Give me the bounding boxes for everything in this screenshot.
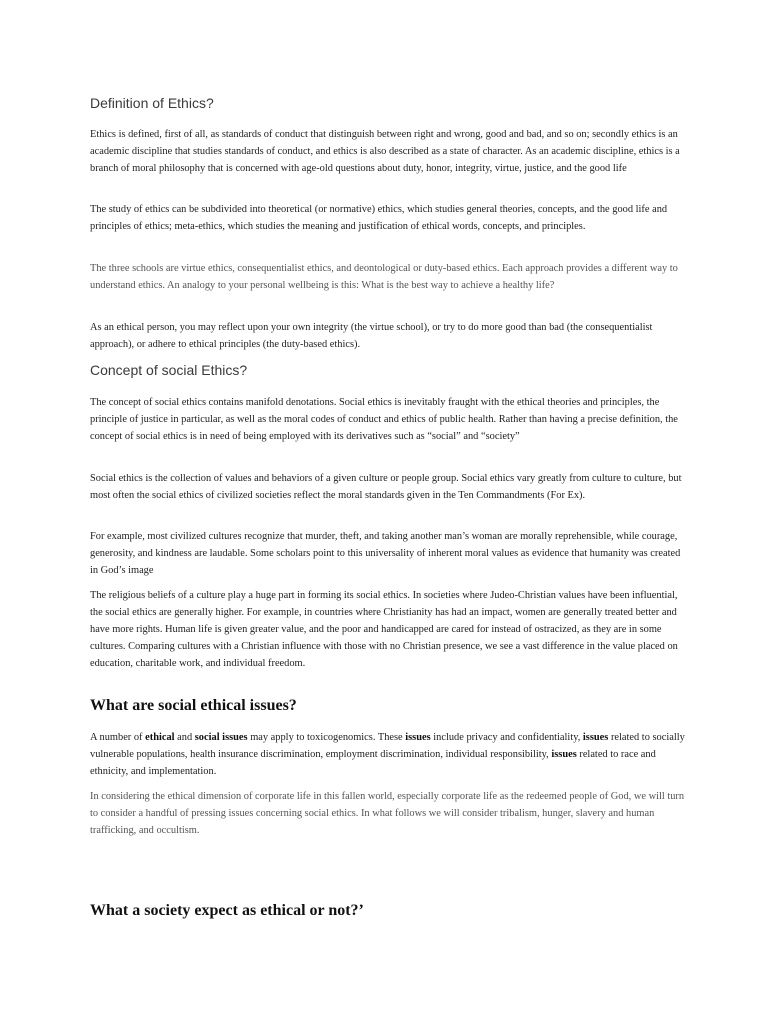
heading-definition-of-ethics: Definition of Ethics? bbox=[90, 95, 214, 111]
bold-term-social-issues: social issues bbox=[194, 732, 248, 743]
paragraph-ethics-definition: Ethics is defined, first of all, as standards of conduct that distinguish between right and wrong, good and bad, and so on; secondly ethics is an academic discipline that studies standards of conduct, and ethics is also described as a state of character. As an academic discipline, ethics is a branch of moral philosophy that is concerned with age-old questions about duty, honor, integrity, virtue, justice, and the good life bbox=[90, 129, 680, 174]
heading-society-expect: What a society expect as ethical or not?’ bbox=[90, 902, 364, 919]
paragraph-concept-social-ethics: The concept of social ethics contains manifold denotations. Social ethics is inevitably fraught with the ethical theories and principles, the principle of justice in particular, as well as the moral codes of conduct and ethics of public health. Rather than having a precise definition, the concept of social ethics is in need of being employed with its derivatives such as “social” and “society” bbox=[90, 397, 678, 442]
bold-term-issues: issues bbox=[582, 732, 609, 743]
text-run: A number of bbox=[90, 732, 146, 743]
paragraph-ethical-person: As an ethical person, you may reflect upon your own integrity (the virtue school), or try to do more good than bad (the consequentialist approach), or adhere to ethical principles (the duty-based ethics). bbox=[90, 322, 653, 350]
paragraph-social-ethics-collection: Social ethics is the collection of values and behaviors of a given culture or people group. Social ethics vary greatly from culture to culture, but most often the social ethics of civilized societies reflect the moral standards given in the Ten Commandments (For Ex). bbox=[90, 473, 682, 501]
paragraph-civilized-cultures: For example, most civilized cultures recognize that murder, theft, and taking another man’s woman are morally reprehensible, while courage, generosity, and kindness are laudable. Some scholars point to this universality of inherent moral values as evidence that humanity was created in God’s image bbox=[90, 531, 681, 576]
bold-term-ethical: ethical bbox=[145, 732, 175, 743]
heading-social-ethical-issues: What are social ethical issues? bbox=[90, 697, 297, 714]
heading-concept-of-social-ethics: Concept of social Ethics? bbox=[90, 362, 248, 378]
bold-term-issues: issues bbox=[551, 749, 577, 760]
paragraph-study-of-ethics: The study of ethics can be subdivided into theoretical (or normative) ethics, which studies general theories, concepts, and the good life and principles of ethics; meta-ethics, which studies the meaning and justification of ethical words, concepts, and principles. bbox=[90, 204, 668, 232]
text-run: may apply to toxicogenomics. These bbox=[247, 732, 406, 743]
paragraph-three-schools: The three schools are virtue ethics, consequentialist ethics, and deontological or duty-based ethics. Each approach provides a different way to understand ethics. An analogy to your personal wellbeing is this: What is the best way to achieve a healthy life? bbox=[90, 263, 678, 291]
bold-term-issues: issues bbox=[405, 732, 431, 743]
paragraph-toxicogenomics bbox=[90, 729, 686, 780]
text-run: include privacy and confidentiality, bbox=[430, 732, 583, 743]
paragraph-corporate-life: In considering the ethical dimension of corporate life in this fallen world, especially corporate life as the redeemed people of God, we will turn to consider a handful of pressing issues concerning social ethics. In what follows we will consider tribalism, hunger, slavery and human trafficking, and occultism. bbox=[90, 791, 685, 836]
paragraph-religious-beliefs: The religious beliefs of a culture play a huge part in forming its social ethics. In societies where Judeo-Christian values have been influential, the social ethics are generally higher. For example, in countries where Christianity has had an impact, women are generally treated better and have more rights. Human life is given greater value, and the poor and handicapped are cared for instead of ostracized, as they are in some cultures. Comparing cultures with a Christian influence with those with no Christian presence, we see a vast difference in the value placed on education, charitable work, and individual freedom. bbox=[90, 590, 678, 669]
text-run: related to race and ethnicity, and implementation. bbox=[90, 749, 656, 777]
text-run: and bbox=[174, 732, 195, 743]
text-run: related to socially vulnerable populations, health insurance discrimination, employment discrimination, individual responsibility, bbox=[90, 732, 685, 760]
